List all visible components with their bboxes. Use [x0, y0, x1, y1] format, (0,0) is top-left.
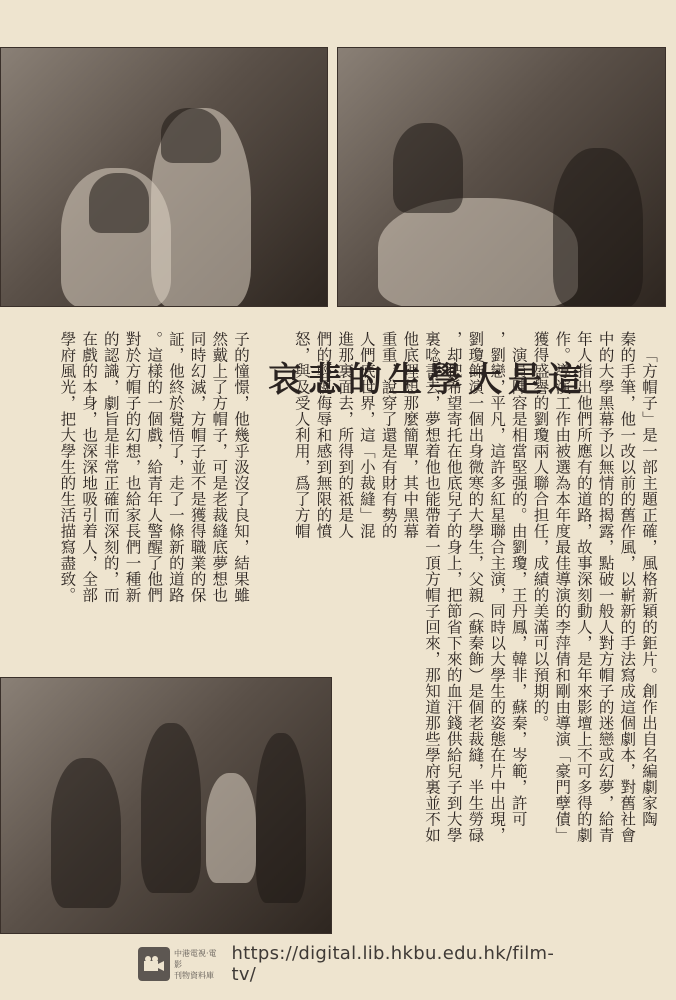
text-column: ，却把希望寄托在他底兒子的身上，把節省下來的血汗錢供給兒子到大學 [444, 331, 463, 843]
article-title: 哀悲的生學大是這 [268, 360, 588, 400]
text-column: 們的輕視侮辱和感到無限的憤 [314, 331, 333, 539]
text-column: 同時幻滅，方帽子並不是獲得職業的保 [188, 331, 207, 603]
text-column: 在戲的本身，也深深地吸引着人，全部 [80, 331, 99, 603]
text-column: 學府風光，把大學生的生活描寫盡致。 [58, 331, 77, 603]
text-column: 年人指出他們所應有的道路，故事深刻動人，是年來影壇上不可多得的劇 [574, 331, 593, 843]
footer [138, 944, 558, 984]
archive-logo-text: 中港電視·電影 刊物資料庫 [173, 948, 217, 980]
text-column: 秦的手筆，他一改以前的舊作風，以嶄新的手法寫成這個劇本，對舊社會 [618, 331, 637, 843]
text-column: 証，他終於覺悟了，走了一條新的道路 [166, 331, 185, 603]
text-column: 子的憧憬，他幾乎汲沒了良知，結果雖 [232, 331, 250, 603]
text-column: 然戴上了方帽子，可是老裁縫底夢想也 [210, 331, 229, 603]
text-column: 怒，與及受人利用，爲了方帽 [292, 331, 311, 539]
text-column: 對於方帽子的幻想，也給家長們一種新 [123, 331, 142, 603]
text-column: 演員陣容是相當堅强的。由劉瓊，王丹鳳，韓非，蘇秦，岑範，許可 [509, 347, 528, 827]
text-column: 劉瓊飾演一個出身微寒的大學生，父親（蘇秦飾）是個老裁縫，半生勞碌 [466, 331, 485, 843]
text-column: 「方帽子」是一部主題正確，風格新穎的鉅片。創作出自名編劇家陶 [640, 347, 658, 827]
text-column: 獲得盛譽的劉瓊兩人聯合担任，成績的美滿可以預期的。 [531, 331, 550, 731]
text-column: 的認識，劇旨是非常正確而深刻的，而 [101, 331, 120, 603]
text-column: 進那裏面去，所得到的祗是人 [336, 331, 355, 539]
film-still-two-women [0, 47, 328, 307]
film-camera-icon [138, 947, 170, 981]
text-column: 作。導演工作由被選為本年度最佳導演的李萍倩和剛由導演「豪門孽債」 [553, 331, 572, 843]
text-column: 人們底世界，這「小裁縫」混 [357, 331, 376, 539]
text-column: 裏唸書去，夢想着他也能帶着一頂方帽子回來，那知道那些學府裏並不如 [423, 331, 441, 843]
film-still-tailor-and-son [337, 47, 666, 307]
text-column: 中的大學黑幕予以無情的揭露，點破一般人對方帽子的迷戀或幻夢，給青 [596, 331, 615, 843]
film-still-classroom [0, 677, 332, 934]
text-column: 重重，說穿了還是有財有勢的 [379, 331, 398, 539]
source-url[interactable]: https://digital.lib.hkbu.edu.hk/film-tv/ [231, 943, 555, 985]
text-column: ，劉戀，平凡，這許多紅星聯合主演，同時以大學生的姿態在片中出現， [488, 331, 507, 843]
text-column: 。這樣的一個戲，給青年人警醒了他們 [145, 331, 164, 603]
text-column: 他底理想那麼簡單，其中黑幕 [401, 331, 420, 539]
